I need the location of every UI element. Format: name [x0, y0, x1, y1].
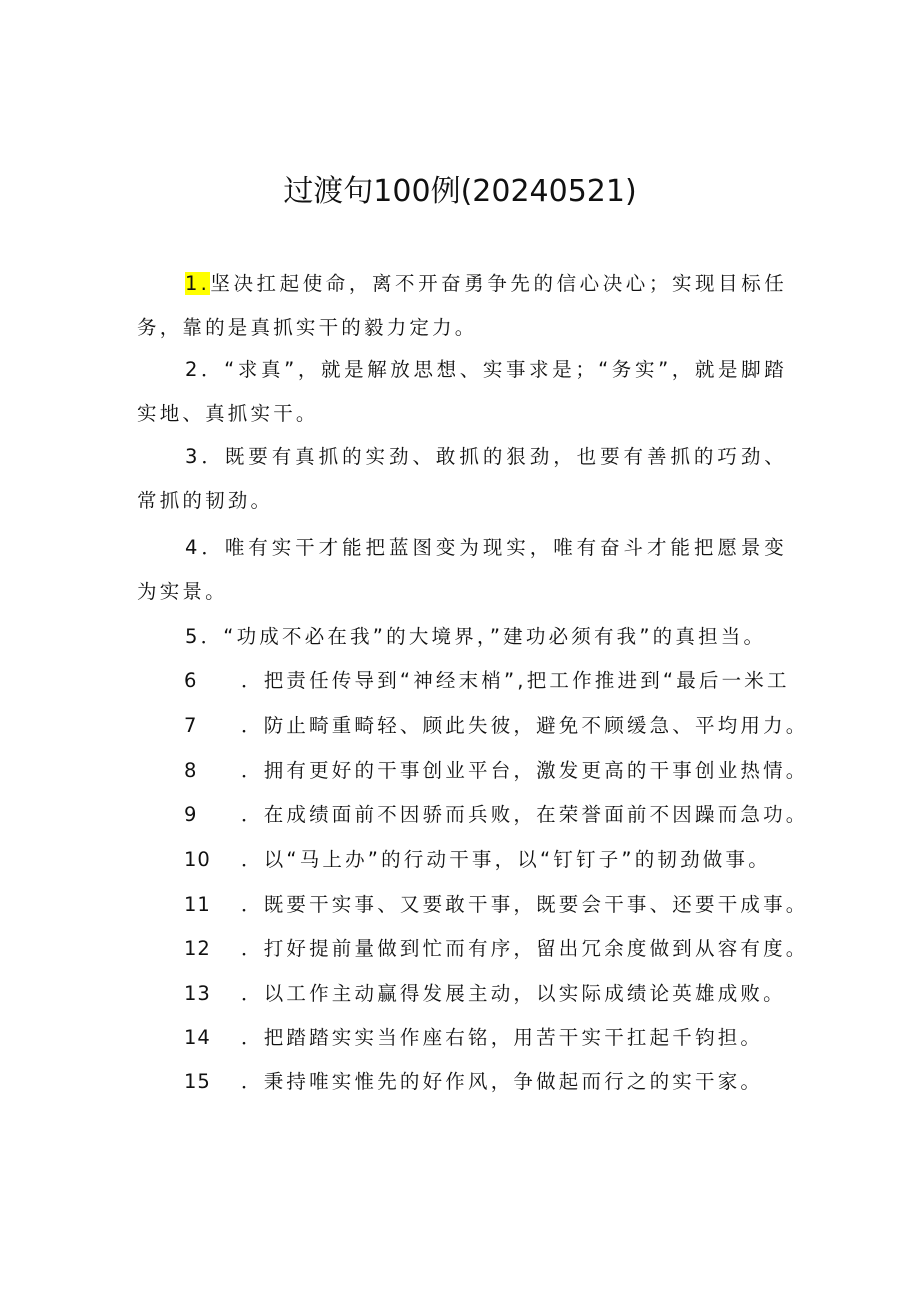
item-number: 9 — [184, 803, 198, 826]
item-text: ．以工作主动赢得发展主动，以实际成绩论英雄成败。 — [241, 982, 786, 1005]
paragraph-1 — [137, 262, 787, 350]
item-text: ．在成绩面前不因骄而兵败，在荣誉面前不因躁而急功。 — [241, 803, 809, 826]
item-number: 14 — [184, 1026, 211, 1049]
list-item — [0, 979, 920, 1009]
list-item — [0, 845, 920, 875]
paragraph-text: 坚决扛起使命，离不开奋勇争先的信心决心；实现目标任务，靠的是真抓实干的毅力定力。 — [137, 272, 787, 339]
paragraph-number: 4 — [185, 536, 201, 559]
paragraph-number: 3 — [185, 445, 201, 468]
list-item — [0, 890, 920, 920]
list-item — [0, 800, 920, 830]
item-number: 13 — [184, 982, 211, 1005]
item-number: 11 — [184, 893, 211, 916]
item-number: 15 — [184, 1070, 211, 1093]
paragraph-text: ．“求真”，就是解放思想、实事求是；“务实”，就是脚踏实地、真抓实干。 — [137, 358, 787, 425]
item-text: ．秉持唯实惟先的好作风，争做起而行之的实干家。 — [241, 1070, 764, 1093]
item-number: 12 — [184, 937, 211, 960]
item-text: ．以“马上办”的行动干事，以“钉钉子”的韧劲做事。 — [241, 848, 771, 871]
list-item — [0, 666, 920, 696]
list-item — [0, 934, 920, 964]
item-text: ．拥有更好的干事创业平台，激发更高的干事创业热情。 — [241, 759, 809, 782]
item-number: 6 — [184, 669, 198, 692]
list-item — [0, 756, 920, 786]
paragraph-number: 5 — [185, 625, 201, 648]
paragraph-text: ．“功成不必在我”的大境界，”建功必须有我”的真担当。 — [200, 625, 767, 648]
highlighted-number: 1. — [185, 272, 211, 295]
paragraph-4 — [137, 526, 787, 614]
paragraph-3 — [137, 435, 787, 523]
item-text: ．把踏踏实实当作座右铭，用苦干实干扛起千钧担。 — [241, 1026, 764, 1049]
document-title: 过渡句100例(20240521) — [283, 174, 637, 209]
item-number: 10 — [184, 848, 211, 871]
paragraph-text: ．既要有真抓的实劲、敢抓的狠劲，也要有善抓的巧劲、常抓的韧劲。 — [137, 445, 787, 512]
item-text: ．防止畸重畸轻、顾此失彼，避免不顾缓急、平均用力。 — [241, 714, 809, 737]
paragraph-2 — [137, 348, 787, 436]
paragraph-text: ．唯有实干才能把蓝图变为现实，唯有奋斗才能把愿景变为实景。 — [137, 536, 787, 603]
item-text: ．打好提前量做到忙而有序，留出冗余度做到从容有度。 — [241, 937, 809, 960]
paragraph-5 — [137, 615, 787, 659]
item-number: 8 — [184, 759, 198, 782]
list-item — [0, 711, 920, 741]
list-item — [0, 1023, 920, 1053]
item-number: 7 — [184, 714, 198, 737]
list-item — [0, 1067, 920, 1097]
item-text: ．既要干实事、又要敢干事，既要会干事、还要干成事。 — [241, 893, 809, 916]
item-text: ．把责任传导到“神经末梢”,把工作推进到“最后一米工 — [241, 669, 790, 692]
paragraph-number: 2 — [185, 358, 201, 381]
